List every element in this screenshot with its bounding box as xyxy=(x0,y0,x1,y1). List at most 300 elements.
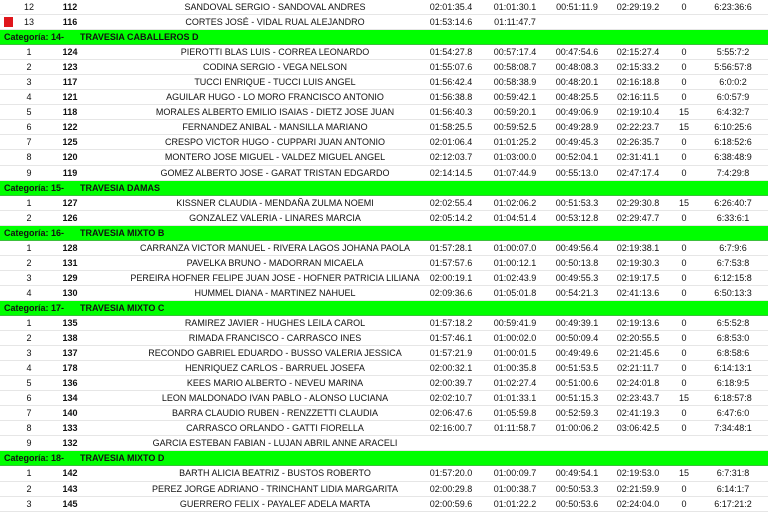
stage3-time-cell: 00:51:53.5 xyxy=(555,363,599,374)
penalty-cell: 0 xyxy=(681,77,687,88)
bib-number-cell: 112 xyxy=(62,2,78,12)
result-row xyxy=(0,45,768,60)
result-row xyxy=(0,376,768,391)
stage2-time-cell: 00:59:41.9 xyxy=(493,317,537,328)
position-cell: 3 xyxy=(26,348,32,359)
bib-number-cell: 135 xyxy=(62,317,78,328)
position-cell: 8 xyxy=(26,423,32,434)
stage3-time-cell: 00:50:53.3 xyxy=(555,483,599,494)
stage1-time-cell: 01:55:07.6 xyxy=(429,62,473,73)
total-time-cell: 6:14:1:7 xyxy=(716,483,750,494)
stage1-time-cell: 02:12:03.7 xyxy=(429,152,473,163)
total-time-cell xyxy=(700,15,766,29)
position-cell: 2 xyxy=(26,483,32,494)
total-time-cell: 6:0:57:9 xyxy=(716,92,750,103)
bib-number-cell: 138 xyxy=(62,333,78,344)
stage4-time-cell: 02:21:45.6 xyxy=(616,348,660,359)
stage3-time-cell: 00:53:12.8 xyxy=(555,212,599,223)
bib-number-cell: 126 xyxy=(62,212,78,223)
penalty-cell: 15 xyxy=(678,468,689,479)
penalty-cell: 0 xyxy=(681,167,687,178)
stage4-time-cell: 02:29:19.2 xyxy=(616,2,660,12)
stage3-time-cell: 00:47:54.6 xyxy=(555,47,599,58)
stage4-time-cell: 02:21:11.7 xyxy=(617,363,659,374)
category-name: TRAVESIA DAMAS xyxy=(80,182,161,193)
stage4-time-cell: 02:47:17.4 xyxy=(616,167,660,178)
penalty-cell: 15 xyxy=(678,197,689,208)
result-row xyxy=(0,391,768,406)
team-names-cell: FERNANDEZ ANIBAL - MANSILLA MARIANO xyxy=(182,122,368,133)
red-flag-marker xyxy=(4,17,13,27)
stage1-time-cell: 02:02:10.7 xyxy=(429,393,473,404)
bib-number-cell: 136 xyxy=(62,378,78,389)
penalty-cell: 0 xyxy=(681,498,687,509)
stage3-time-cell: 00:49:45.3 xyxy=(555,137,599,148)
team-names-cell: CODINA SERGIO - VEGA NELSON xyxy=(202,62,348,73)
penalty-cell: 0 xyxy=(681,62,687,73)
bib-number-cell: 132 xyxy=(62,438,78,449)
stage4-time-cell: 02:16:18.8 xyxy=(616,77,660,88)
stage1-time-cell: 01:54:27.8 xyxy=(429,47,473,58)
category-name: TRAVESIA MIXTO C xyxy=(80,302,165,313)
penalty-cell: 0 xyxy=(681,2,687,12)
total-time-cell: 6:8:53:0 xyxy=(716,333,750,344)
result-row xyxy=(0,361,768,376)
stage1-time-cell: 02:00:59.6 xyxy=(429,498,473,509)
category-header xyxy=(4,301,164,315)
position-cell: 7 xyxy=(26,408,32,419)
total-time-cell: 7:4:29:8 xyxy=(716,167,750,178)
penalty-cell: 0 xyxy=(681,272,687,283)
team-names-cell: CARRANZA VICTOR MANUEL - RIVERA LAGOS JOHANA PAOLA xyxy=(140,242,410,253)
team-names-cell: MONTERO JOSE MIGUEL - VALDEZ MIGUEL ANGEL xyxy=(164,152,386,163)
stage4-time-cell: 02:19:10.4 xyxy=(616,107,660,118)
stage1-time-cell: 01:57:18.2 xyxy=(429,317,473,328)
stage3-time-cell: 00:50:13.8 xyxy=(555,257,599,268)
result-row xyxy=(0,0,768,15)
stage1-time-cell: 01:53:14.6 xyxy=(429,17,473,28)
result-row xyxy=(0,196,768,211)
total-time-cell: 5:56:57:8 xyxy=(714,62,752,73)
team-names-cell: BARRA CLAUDIO RUBEN - RENZZETTI CLAUDIA xyxy=(171,408,379,419)
category-header-row xyxy=(0,30,768,45)
stage2-time-cell: 01:00:01.5 xyxy=(493,348,537,359)
stage1-time-cell: 02:00:39.7 xyxy=(429,378,473,389)
stage2-time-cell: 01:02:27.4 xyxy=(493,378,537,389)
bib-number-cell: 125 xyxy=(62,137,78,148)
penalty-cell xyxy=(666,436,702,450)
stage3-time-cell: 00:48:25.5 xyxy=(555,92,599,103)
stage1-time-cell: 02:05:14.2 xyxy=(429,212,473,223)
position-cell: 3 xyxy=(26,498,32,509)
stage4-time-cell: 02:20:55.5 xyxy=(616,333,660,344)
stage4-time-cell: 02:19:53.0 xyxy=(616,468,660,479)
total-time-cell: 7:34:48:1 xyxy=(714,423,752,434)
position-cell: 4 xyxy=(26,363,32,374)
category-name: TRAVESIA MIXTO B xyxy=(80,227,165,238)
result-row xyxy=(0,256,768,271)
team-names-cell: PAVELKA BRUNO - MADORRAN MICAELA xyxy=(186,257,364,268)
penalty-cell: 0 xyxy=(681,257,687,268)
category-name: TRAVESIA CABALLEROS D xyxy=(80,32,199,43)
stage4-time-cell: 02:24:01.8 xyxy=(616,378,660,389)
penalty-cell: 0 xyxy=(681,242,687,253)
category-label: Categoría: 14- xyxy=(4,32,65,43)
stage1-time-cell: 01:56:42.4 xyxy=(429,77,473,88)
penalty-cell: 0 xyxy=(681,423,687,434)
result-row xyxy=(0,286,768,301)
position-cell: 8 xyxy=(26,152,32,163)
stage1-time-cell: 01:57:46.1 xyxy=(429,333,473,344)
total-time-cell: 6:10:25:6 xyxy=(714,122,752,133)
team-names-cell: HUMMEL DIANA - MARTINEZ NAHUEL xyxy=(194,287,356,298)
position-cell: 4 xyxy=(26,287,32,298)
stage2-time-cell: 00:59:20.1 xyxy=(493,107,537,118)
bib-number-cell: 129 xyxy=(62,272,78,283)
stage4-time-cell: 03:06:42.5 xyxy=(616,423,660,434)
total-time-cell: 6:4:32:7 xyxy=(716,107,750,118)
bib-number-cell: 119 xyxy=(62,167,78,178)
stage3-time-cell: 00:49:06.9 xyxy=(555,107,599,118)
penalty-cell: 0 xyxy=(681,287,687,298)
penalty-cell: 0 xyxy=(681,47,687,58)
stage2-time-cell: 01:11:47.7 xyxy=(494,17,536,28)
stage1-time-cell: 02:06:47.6 xyxy=(429,408,473,419)
stage2-time-cell: 01:01:22.2 xyxy=(493,498,537,509)
total-time-cell: 6:8:58:6 xyxy=(716,348,750,359)
penalty-cell: 15 xyxy=(678,122,689,133)
position-cell: 2 xyxy=(26,333,32,344)
category-header xyxy=(4,181,160,195)
category-header-row xyxy=(0,451,768,466)
bib-number-cell: 142 xyxy=(62,468,78,479)
stage2-time-cell: 01:02:43.9 xyxy=(493,272,537,283)
team-names-cell: GOMEZ ALBERTO JOSE - GARAT TRISTAN EDGARDO xyxy=(160,167,390,178)
stage3-time-cell: 00:51:15.3 xyxy=(555,393,599,404)
result-row xyxy=(0,211,768,226)
stage1-time-cell: 02:09:36.6 xyxy=(429,287,473,298)
result-row xyxy=(0,346,768,361)
result-row xyxy=(0,271,768,286)
total-time-cell: 6:50:13:3 xyxy=(714,287,752,298)
bib-number-cell: 127 xyxy=(62,197,78,208)
stage4-time-cell: 02:23:43.7 xyxy=(616,393,660,404)
total-time-cell: 6:18:9:5 xyxy=(716,378,750,389)
stage2-time-cell xyxy=(484,436,546,450)
stage2-time-cell: 01:00:02.0 xyxy=(493,333,537,344)
stage2-time-cell: 01:00:09.7 xyxy=(493,468,537,479)
stage3-time-cell: 00:49:28.9 xyxy=(555,122,599,133)
total-time-cell: 6:7:9:6 xyxy=(719,242,747,253)
penalty-cell: 15 xyxy=(678,107,689,118)
category-header-row xyxy=(0,301,768,316)
bib-number-cell: 122 xyxy=(62,122,78,133)
team-names-cell: RIMADA FRANCISCO - CARRASCO INES xyxy=(188,333,362,344)
team-names-cell: TUCCI ENRIQUE - TUCCI LUIS ANGEL xyxy=(194,77,356,88)
total-time-cell: 6:14:13:1 xyxy=(714,363,752,374)
team-names-cell: GARCIA ESTEBAN FABIAN - LUJAN ABRIL ANNE ARACELI xyxy=(152,438,398,449)
bib-number-cell: 117 xyxy=(62,77,78,88)
stage3-time-cell: 01:00:06.2 xyxy=(555,423,599,434)
position-cell: 1 xyxy=(26,242,32,253)
total-time-cell: 6:12:15:8 xyxy=(714,272,752,283)
total-time-cell: 6:18:57:8 xyxy=(714,393,752,404)
bib-number-cell: 121 xyxy=(62,92,78,103)
stage3-time-cell: 00:49:54.1 xyxy=(555,468,599,479)
penalty-cell xyxy=(666,15,702,29)
result-row xyxy=(0,436,768,451)
position-cell: 6 xyxy=(26,122,32,133)
stage4-time-cell: 02:26:35.7 xyxy=(616,137,660,148)
penalty-cell: 0 xyxy=(681,92,687,103)
total-time-cell: 6:17:21:2 xyxy=(714,498,752,509)
position-cell: 9 xyxy=(26,167,32,178)
stage3-time-cell xyxy=(546,15,608,29)
stage2-time-cell: 01:05:59.8 xyxy=(493,408,537,419)
result-row xyxy=(0,166,768,181)
result-row xyxy=(0,75,768,90)
stage2-time-cell: 00:59:52.5 xyxy=(493,122,537,133)
stage4-time-cell: 02:22:23.7 xyxy=(616,122,660,133)
stage4-time-cell: 02:29:47.7 xyxy=(616,212,660,223)
team-names-cell: MORALES ALBERTO EMILIO ISAIAS - DIETZ JOSE JUAN xyxy=(155,107,395,118)
position-cell: 6 xyxy=(26,393,32,404)
result-row xyxy=(0,421,768,436)
penalty-cell: 0 xyxy=(681,152,687,163)
stage4-time-cell: 02:41:19.3 xyxy=(616,408,660,419)
stage1-time-cell: 01:57:20.0 xyxy=(429,468,473,479)
stage4-time-cell: 02:19:17.5 xyxy=(616,272,660,283)
total-time-cell: 6:18:52:6 xyxy=(714,137,752,148)
team-names-cell: BARTH ALICIA BEATRIZ - BUSTOS ROBERTO xyxy=(179,468,371,479)
stage2-time-cell: 01:01:25.2 xyxy=(493,137,537,148)
stage3-time-cell: 00:50:09.4 xyxy=(555,333,599,344)
total-time-cell: 6:7:31:8 xyxy=(716,468,750,479)
stage4-time-cell: 02:24:04.0 xyxy=(616,498,660,509)
bib-number-cell: 116 xyxy=(62,17,78,28)
stage4-time-cell: 02:19:30.3 xyxy=(616,257,660,268)
bib-number-cell: 140 xyxy=(62,408,78,419)
result-row xyxy=(0,15,768,30)
stage2-time-cell: 00:58:38.9 xyxy=(493,77,537,88)
position-cell: 13 xyxy=(23,17,34,28)
position-cell: 3 xyxy=(26,272,32,283)
penalty-cell: 0 xyxy=(681,212,687,223)
category-label: Categoría: 15- xyxy=(4,182,65,193)
result-row xyxy=(0,316,768,331)
result-row xyxy=(0,150,768,165)
stage3-time-cell: 00:50:53.6 xyxy=(555,498,599,509)
stage4-time-cell: 02:31:41.1 xyxy=(616,152,660,163)
bib-number-cell: 134 xyxy=(62,393,78,404)
stage1-time-cell: 01:57:21.9 xyxy=(429,348,473,359)
penalty-cell: 15 xyxy=(678,393,689,404)
stage4-time-cell: 02:16:11.5 xyxy=(617,92,659,103)
category-header xyxy=(4,226,164,240)
stage1-time-cell: 01:56:40.3 xyxy=(429,107,473,118)
penalty-cell: 0 xyxy=(681,348,687,359)
stage3-time-cell: 00:52:04.1 xyxy=(555,152,599,163)
position-cell: 1 xyxy=(26,197,32,208)
position-cell: 7 xyxy=(26,137,32,148)
position-cell: 2 xyxy=(26,212,32,223)
total-time-cell: 6:38:48:9 xyxy=(714,152,752,163)
stage3-time-cell: 00:51:53.3 xyxy=(555,197,599,208)
stage3-time-cell: 00:55:13.0 xyxy=(555,167,599,178)
stage1-time-cell: 02:14:14.5 xyxy=(429,167,473,178)
stage1-time-cell: 02:02:55.4 xyxy=(429,197,473,208)
stage3-time-cell: 00:48:20.1 xyxy=(555,77,599,88)
stage2-time-cell: 01:11:58.7 xyxy=(494,423,536,434)
stage4-time-cell xyxy=(607,15,669,29)
team-names-cell: RECONDO GABRIEL EDUARDO - BUSSO VALERIA JESSICA xyxy=(148,348,402,359)
stage2-time-cell: 00:58:08.7 xyxy=(493,62,537,73)
total-time-cell: 6:23:36:6 xyxy=(714,2,752,12)
category-label: Categoría: 17- xyxy=(4,302,65,313)
stage4-time-cell: 02:21:59.9 xyxy=(616,483,660,494)
stage1-time-cell: 01:57:57.6 xyxy=(429,257,473,268)
stage2-time-cell: 01:03:00.0 xyxy=(493,152,537,163)
stage1-time-cell: 01:56:38.8 xyxy=(429,92,473,103)
stage1-time-cell: 02:00:32.1 xyxy=(429,363,473,374)
total-time-cell: 5:55:7:2 xyxy=(716,47,750,58)
bib-number-cell: 137 xyxy=(62,348,78,359)
position-cell: 9 xyxy=(26,438,32,449)
result-row xyxy=(0,120,768,135)
team-names-cell: GONZALEZ VALERIA - LINARES MARCIA xyxy=(189,212,361,223)
position-cell: 5 xyxy=(26,378,32,389)
stage4-time-cell: 02:41:13.6 xyxy=(616,287,660,298)
result-row xyxy=(0,241,768,256)
category-name: TRAVESIA MIXTO D xyxy=(80,453,165,464)
result-row xyxy=(0,105,768,120)
stage3-time-cell: 00:49:55.3 xyxy=(555,272,599,283)
team-names-cell: GUERRERO FELIX - PAYALEF ADELA MARTA xyxy=(179,498,371,509)
penalty-cell: 0 xyxy=(681,483,687,494)
stage1-time-cell: 01:57:28.1 xyxy=(429,242,473,253)
stage4-time-cell: 02:19:13.6 xyxy=(616,317,660,328)
result-row xyxy=(0,482,768,497)
category-label: Categoría: 16- xyxy=(4,227,65,238)
penalty-cell: 0 xyxy=(681,333,687,344)
bib-number-cell: 178 xyxy=(62,363,78,374)
result-row xyxy=(0,406,768,421)
penalty-cell: 0 xyxy=(681,137,687,148)
result-row xyxy=(0,135,768,150)
stage1-time-cell: 02:00:19.1 xyxy=(429,272,473,283)
stage3-time-cell: 00:54:21.3 xyxy=(555,287,599,298)
total-time-cell: 6:33:6:1 xyxy=(716,212,750,223)
total-time-cell: 6:5:52:8 xyxy=(716,317,750,328)
position-cell: 2 xyxy=(26,62,32,73)
stage1-time-cell: 02:01:35.4 xyxy=(429,2,473,12)
stage1-time-cell: 02:16:00.7 xyxy=(429,423,473,434)
stage4-time-cell: 02:19:38.1 xyxy=(616,242,660,253)
stage2-time-cell: 01:01:30.1 xyxy=(493,2,537,12)
category-header xyxy=(4,451,164,465)
stage2-time-cell: 01:01:33.1 xyxy=(493,393,537,404)
bib-number-cell: 118 xyxy=(62,107,78,118)
position-cell: 12 xyxy=(23,2,34,12)
stage2-time-cell: 01:05:01.8 xyxy=(493,287,537,298)
stage2-time-cell: 00:59:42.1 xyxy=(493,92,537,103)
stage3-time-cell xyxy=(546,436,608,450)
stage4-time-cell: 02:15:27.4 xyxy=(616,47,660,58)
stage3-time-cell: 00:52:59.3 xyxy=(555,408,599,419)
stage1-time-cell: 02:00:29.8 xyxy=(429,483,473,494)
total-time-cell: 6:7:53:8 xyxy=(716,257,750,268)
penalty-cell: 0 xyxy=(681,317,687,328)
penalty-cell: 0 xyxy=(681,363,687,374)
position-cell: 1 xyxy=(26,47,32,58)
stage3-time-cell: 00:51:11.9 xyxy=(556,2,598,12)
team-names-cell: CRESPO VICTOR HUGO - CUPPARI JUAN ANTONIO xyxy=(164,137,386,148)
bib-number-cell: 143 xyxy=(62,483,78,494)
position-cell: 3 xyxy=(26,77,32,88)
stage4-time-cell xyxy=(607,436,669,450)
stage3-time-cell: 00:48:08.3 xyxy=(555,62,599,73)
result-row xyxy=(0,60,768,75)
team-names-cell: CORTES JOSÉ - VIDAL RUAL ALEJANDRO xyxy=(185,17,365,28)
category-label: Categoría: 18- xyxy=(4,453,65,464)
stage2-time-cell: 00:57:17.4 xyxy=(493,47,537,58)
stage2-time-cell: 01:00:12.1 xyxy=(493,257,537,268)
stage3-time-cell: 00:49:49.6 xyxy=(555,348,599,359)
bib-number-cell: 123 xyxy=(62,62,78,73)
stage4-time-cell: 02:15:33.2 xyxy=(616,62,660,73)
result-row xyxy=(0,331,768,346)
team-names-cell: AGUILAR HUGO - LO MORO FRANCISCO ANTONIO xyxy=(166,92,384,103)
penalty-cell: 0 xyxy=(681,408,687,419)
position-cell: 2 xyxy=(26,257,32,268)
stage4-time-cell: 02:29:30.8 xyxy=(616,197,660,208)
total-time-cell: 6:26:40:7 xyxy=(714,197,752,208)
total-time-cell xyxy=(700,436,766,450)
team-names-cell: CARRASCO ORLANDO - GATTI FIORELLA xyxy=(186,423,364,434)
result-row xyxy=(0,497,768,512)
stage2-time-cell: 01:02:06.2 xyxy=(493,197,537,208)
penalty-cell: 0 xyxy=(681,378,687,389)
bib-number-cell: 124 xyxy=(62,47,78,58)
team-names-cell: RAMIREZ JAVIER - HUGHES LEILA CAROL xyxy=(184,317,366,328)
team-names-cell: PEREIRA HOFNER FELIPE JUAN JOSE - HOFNER PATRICIA LILIANA xyxy=(130,272,420,283)
team-names-cell: KEES MARIO ALBERTO - NEVEU MARINA xyxy=(186,378,364,389)
bib-number-cell: 131 xyxy=(62,257,78,268)
stage1-time-cell xyxy=(420,436,482,450)
total-time-cell: 6:0:0:2 xyxy=(719,77,747,88)
stage1-time-cell: 01:58:25.5 xyxy=(429,122,473,133)
position-cell: 4 xyxy=(26,92,32,103)
stage2-time-cell: 01:00:35.8 xyxy=(493,363,537,374)
stage2-time-cell: 01:00:38.7 xyxy=(493,483,537,494)
stage3-time-cell: 00:49:56.4 xyxy=(555,242,599,253)
bib-number-cell: 130 xyxy=(62,287,78,298)
team-names-cell: LEON MALDONADO IVAN PABLO - ALONSO LUCIANA xyxy=(161,393,389,404)
position-cell: 1 xyxy=(26,317,32,328)
result-row xyxy=(0,90,768,105)
bib-number-cell: 133 xyxy=(62,423,78,434)
result-row xyxy=(0,466,768,481)
bib-number-cell: 145 xyxy=(62,498,78,509)
team-names-cell: PEREZ JORGE ADRIANO - TRINCHANT LIDIA MARGARITA xyxy=(151,483,399,494)
category-header-row xyxy=(0,181,768,196)
team-names-cell: KISSNER CLAUDIA - MENDAÑA ZULMA NOEMI xyxy=(176,197,374,208)
total-time-cell: 6:47:6:0 xyxy=(716,408,750,419)
bib-number-cell: 120 xyxy=(62,152,78,163)
stage1-time-cell: 02:01:06.4 xyxy=(429,137,473,148)
stage3-time-cell: 00:51:00.6 xyxy=(555,378,599,389)
position-cell: 5 xyxy=(26,107,32,118)
